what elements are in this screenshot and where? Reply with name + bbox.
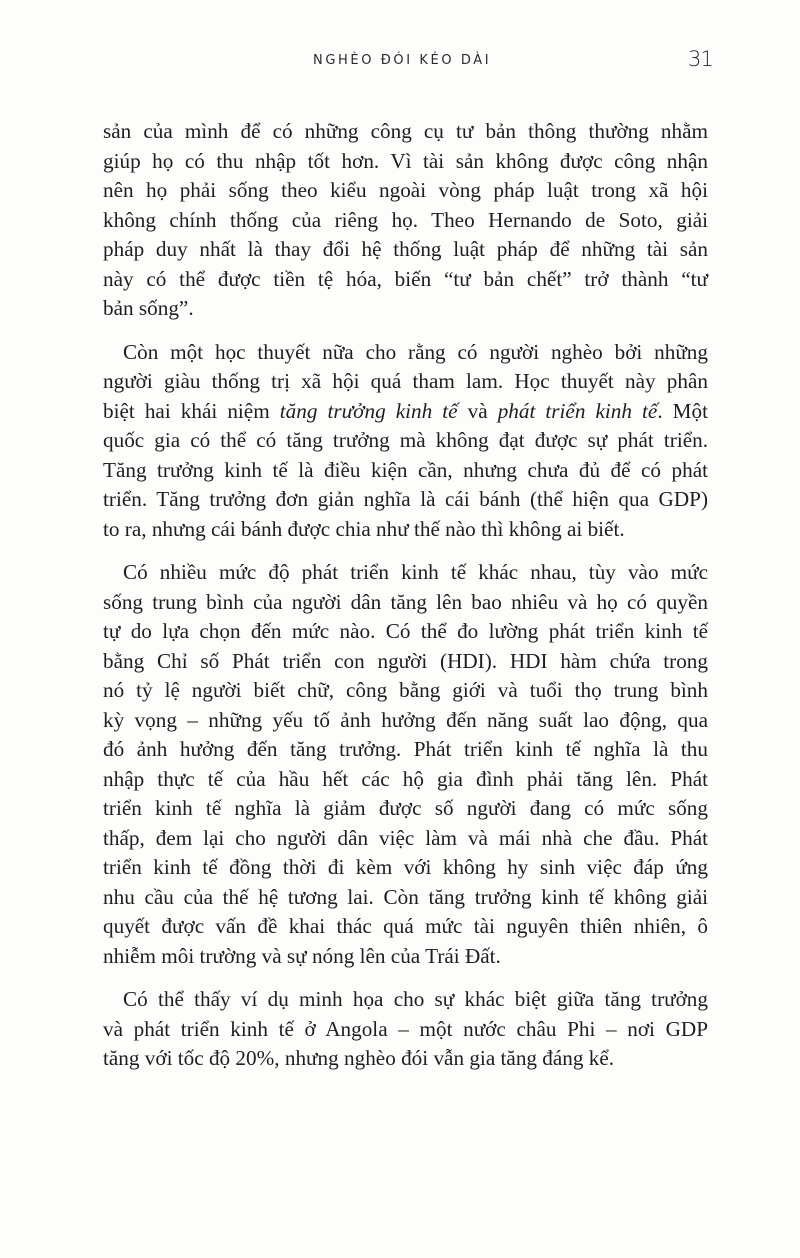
text-line: người giàu thống trị xã hội quá tham lam. Học thuyết này phân <box>103 369 708 393</box>
text-line: triển kinh tế nghĩa là giảm được số người đang có mức sống <box>103 796 708 820</box>
text-line: tăng với tốc độ 20%, nhưng nghèo đói vẫn gia tăng đáng kể. <box>103 1046 615 1070</box>
text-line: bằng Chỉ số Phát triển con người (HDI). HDI hàm chứa trong <box>103 648 708 673</box>
text-line: sống trung bình của người dân tăng lên bao nhiêu và họ có quyền <box>103 589 708 614</box>
text-segment: biệt hai khái niệm <box>103 398 280 423</box>
paragraph <box>103 117 708 324</box>
text-line: kỳ vọng – những yếu tố ảnh hưởng đến năng suất lao động, qua <box>103 707 708 732</box>
text-line: quyết được vấn đề khai thác quá mức tài nguyên thiên nhiên, ô <box>103 914 708 938</box>
text-line: sản của mình để có những công cụ tư bản thông thường nhằm <box>103 119 708 143</box>
text-line: và phát triển kinh tế ở Angola – một nước châu Phi – nơi GDP <box>103 1016 708 1041</box>
text-line: thấp, đem lại cho người dân việc làm và mái nhà che đầu. Phát <box>103 825 708 850</box>
text-segment: . Một <box>657 398 709 423</box>
text-line: nhiễm môi trường và sự nóng lên của Trái Đất. <box>103 943 501 968</box>
text-line: Tăng trưởng kinh tế là điều kiện cần, nhưng chưa đủ để có phát <box>103 457 708 482</box>
running-title: NGHÈO ĐÓI KÉO DÀI <box>313 53 492 68</box>
paragraph <box>103 558 708 971</box>
text-line: nó tỷ lệ người biết chữ, công bằng giới và tuổi thọ trung bình <box>103 678 708 702</box>
text-line: nhập thực tế của hầu hết các hộ gia đình phải tăng lên. Phát <box>103 766 708 791</box>
text-line: pháp duy nhất là thay đổi hệ thống luật pháp để những tài sản <box>103 237 708 261</box>
text-line: Còn một học thuyết nữa cho rằng có người nghèo bởi những <box>123 339 708 364</box>
text-line: Có thể thấy ví dụ minh họa cho sự khác biệt giữa tăng trưởng <box>123 987 708 1011</box>
text-line: đó ảnh hưởng đến tăng trưởng. Phát triển kinh tế nghĩa là thu <box>103 737 708 761</box>
text-line: bản sống”. <box>103 296 194 320</box>
text-segment: và <box>457 398 498 423</box>
text-line: triển kinh tế đồng thời đi kèm với không hy sinh việc đáp ứng <box>103 855 708 879</box>
body-text <box>103 117 708 1074</box>
text-line: quốc gia có thể có tăng trưởng mà không đạt được sự phát triển. <box>103 428 708 452</box>
text-line: giúp họ có thu nhập tốt hơn. Vì tài sản không được công nhận <box>103 148 708 173</box>
text-line: nhu cầu của thế hệ tương lai. Còn tăng trưởng kinh tế không giải <box>103 884 708 909</box>
text-line: Có nhiều mức độ phát triển kinh tế khác nhau, tùy vào mức <box>123 560 708 584</box>
italic-term: phát triển kinh tế <box>497 398 658 423</box>
text-line: này có thể được tiền tệ hóa, biến “tư bản chết” trở thành “tư <box>103 266 708 291</box>
running-header <box>0 49 800 73</box>
text-line: nên họ phải sống theo kiểu ngoài vòng pháp luật trong xã hội <box>103 178 708 202</box>
text-line: triển. Tăng trưởng đơn giản nghĩa là cái bánh (thể hiện qua GDP) <box>103 487 708 511</box>
paragraph <box>103 985 708 1074</box>
italic-term: tăng trưởng kinh tế <box>279 398 458 423</box>
paragraph <box>103 338 708 545</box>
text-line: không chính thống của riêng họ. Theo Hernando de Soto, giải <box>103 207 708 232</box>
text-line: to ra, nhưng cái bánh được chia như thế nào thì không ai biết. <box>103 516 625 541</box>
text-line: tự do lựa chọn đến mức nào. Có thể đo lường phát triển kinh tế <box>103 619 708 643</box>
text-line <box>103 397 708 427</box>
page-number: 31 <box>688 47 713 71</box>
